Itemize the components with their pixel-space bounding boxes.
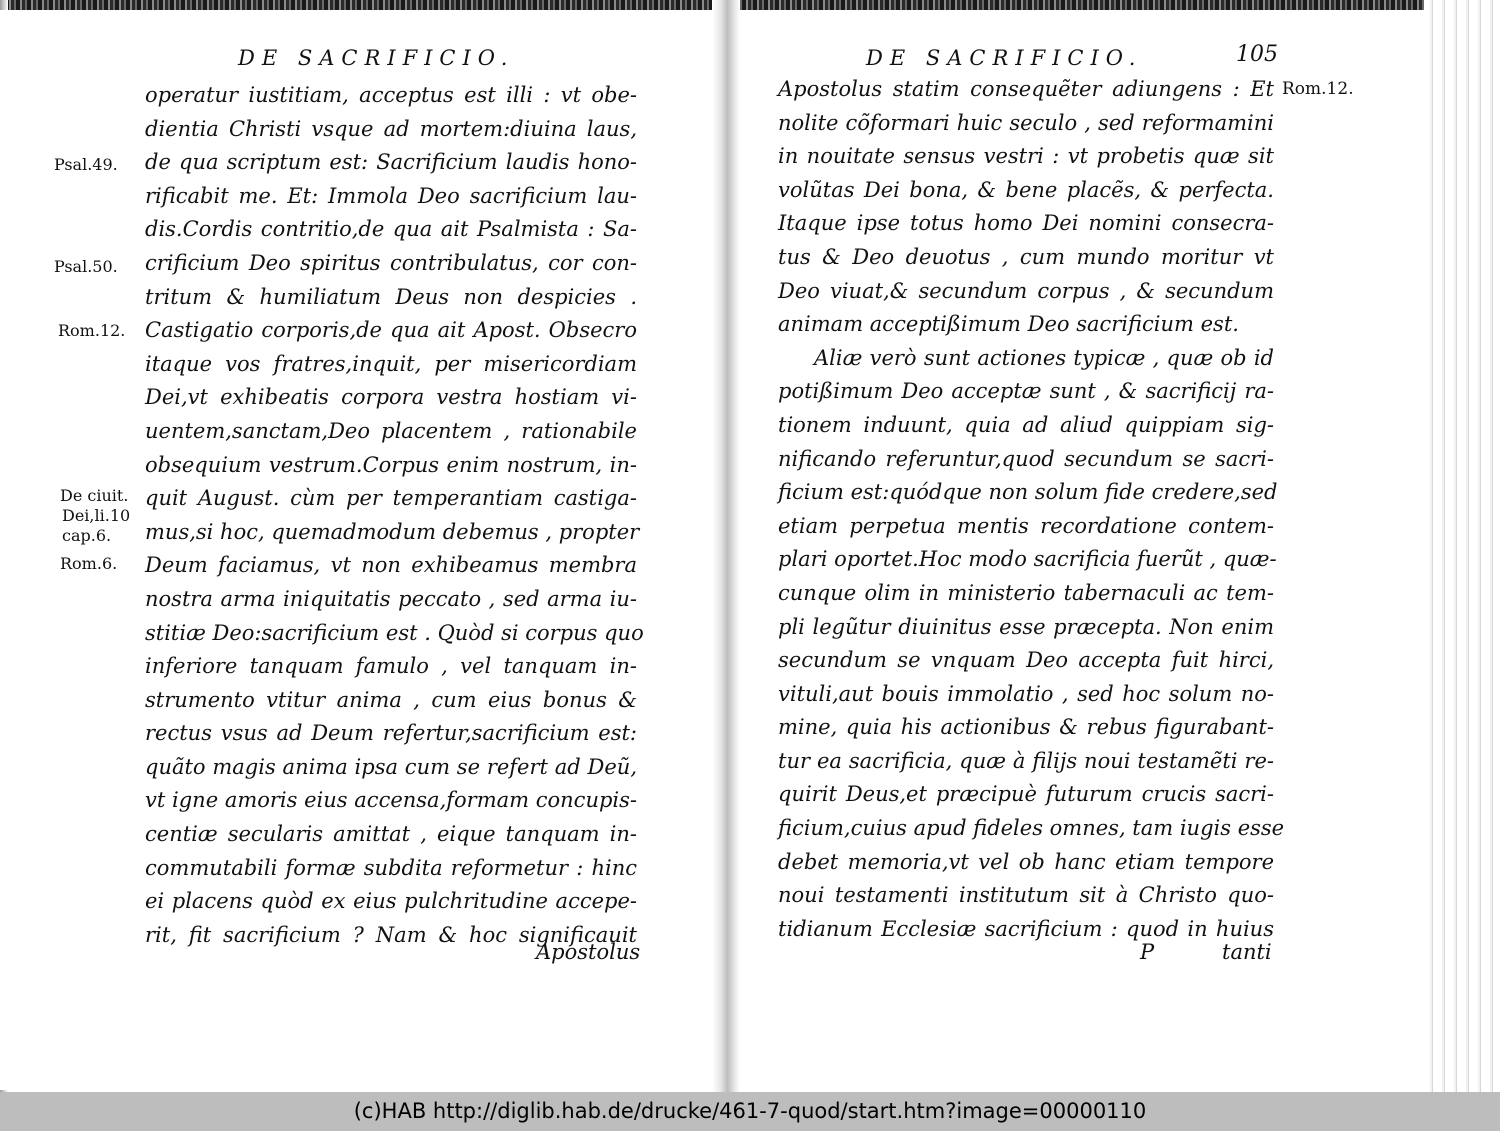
text-line: dis.Cordis contritio,de qua ait Psalmista : Sa- xyxy=(145,217,637,242)
text-line: in nouitate sensus vestri : vt probetis quæ sit xyxy=(778,144,1274,169)
text-line: strumento vtitur anima , cum eius bonus & xyxy=(145,687,637,712)
text-line: pli legũtur diuinitus esse præcepta. Non enim xyxy=(778,614,1274,639)
text-line: secundum se vnquam Deo accepta fuit hirci, xyxy=(778,648,1274,673)
text-line: uentem,sanctam,Deo placentem , rationabile xyxy=(145,418,637,443)
text-line: Dei,vt exhibeatis corpora vestra hostiam vi- xyxy=(145,385,637,410)
left-catchword: Apostolus xyxy=(536,940,641,964)
text-line: dientia Christi vsque ad mortem:diuina laus, xyxy=(145,116,637,141)
text-line: rit, fit sacrificium ? Nam & hoc significauit xyxy=(145,922,637,947)
text-line: mine, quia his actionibus & rebus figurabant- xyxy=(778,715,1274,740)
text-line: debet memoria,vt vel ob hanc etiam tempore xyxy=(778,849,1274,874)
margin-note-psal49: Psal.49. xyxy=(54,155,118,174)
text-line: animam acceptißimum Deo sacrificium est. xyxy=(778,312,1239,337)
text-line: plari oportet.Hoc modo sacrificia fuerũt , quæ- xyxy=(778,547,1277,572)
text-line: quirit Deus,et præcipuè futurum crucis sacri- xyxy=(778,782,1274,807)
text-line: centiæ secularis amittat , eique tanquam in- xyxy=(145,822,637,847)
text-line: vt igne amoris eius accensa,formam concupis- xyxy=(145,788,637,813)
right-catchword: tanti xyxy=(1222,940,1272,964)
text-line: stitiæ Deo:sacrificium est . Quòd si corpus quo xyxy=(145,620,644,645)
text-line: inferiore tanquam famulo , vel tanquam in- xyxy=(145,654,637,679)
text-line: Deum faciamus, vt non exhibeamus membra xyxy=(145,553,637,578)
text-line: Apostolus statim consequẽter adiungens : Et xyxy=(778,77,1274,101)
text-line: de qua scriptum est: Sacrificium laudis hono- xyxy=(145,150,637,175)
text-line: nostra arma iniquitatis peccato , sed arma iu- xyxy=(145,586,637,611)
text-line: tur ea sacrificia, quæ à filijs noui testamẽti re- xyxy=(778,748,1274,773)
text-line: ficium,cuius apud fideles omnes, tam iugis esse xyxy=(778,816,1285,841)
page-number: 105 xyxy=(1236,42,1278,67)
text-line: obsequium vestrum.Corpus enim nostrum, in- xyxy=(145,452,637,477)
text-line: potißimum Deo acceptæ sunt , & sacrificij ra- xyxy=(778,379,1274,404)
margin-note-cap6: cap.6. xyxy=(62,526,112,545)
book-gutter xyxy=(712,0,740,1092)
text-line: quãto magis anima ipsa cum se refert ad Deũ, xyxy=(145,754,637,779)
text-line: quit August. cùm per temperantiam castiga- xyxy=(145,486,637,511)
text-line: ei placens quòd ex eius pulchritudine accepe- xyxy=(145,889,637,914)
margin-note-dei-li: Dei,li.10 xyxy=(62,506,131,525)
margin-note-rom6: Rom.6. xyxy=(60,554,118,573)
text-line: crificium Deo spiritus contribulatus, cor con- xyxy=(145,250,637,275)
text-line: tidianum Ecclesiæ sacrificium : quod in huius xyxy=(778,916,1274,941)
margin-note-rom12: Rom.12. xyxy=(58,321,126,340)
text-line: Deo viuat,& secundum corpus , & secundum xyxy=(778,278,1274,303)
text-line: mus,si hoc, quemadmodum debemus , propter xyxy=(145,519,640,544)
margin-note-rom12-right: Rom.12. xyxy=(1282,79,1354,99)
text-line: operatur iustitiam, acceptus est illi : vt obe- xyxy=(145,83,637,107)
text-line: commutabili formæ subdita reformetur : hinc xyxy=(145,855,637,880)
text-line: etiam perpetua mentis recordatione contem- xyxy=(778,513,1274,538)
text-line: ficium est:quódque non solum fide credere,sed xyxy=(778,480,1278,505)
text-line: rificabit me. Et: Immola Deo sacrificium lau- xyxy=(145,183,637,208)
signature-mark: P xyxy=(1140,940,1155,964)
right-body-text xyxy=(778,73,1285,946)
left-running-header: DE SACRIFICIO. xyxy=(238,46,515,70)
text-line: vituli,aut bouis immolatio , sed hoc solum no- xyxy=(778,681,1274,706)
footer-credit: (c)HAB http://diglib.hab.de/drucke/461-7-quod/start.htm?image=00000110 xyxy=(0,1092,1500,1131)
text-line: tus & Deo deuotus , cum mundo moritur vt xyxy=(778,244,1274,269)
text-line: itaque vos fratres,inquit, per misericordiam xyxy=(145,351,637,376)
text-line: Aliæ verò sunt actiones typicæ , quæ ob id xyxy=(814,345,1274,370)
text-line: rectus vsus ad Deum refertur,sacrificium est: xyxy=(145,721,637,746)
page-edges xyxy=(1424,0,1500,1092)
text-line: tionem induunt, quia ad aliud quippiam sig- xyxy=(778,412,1274,437)
right-running-header: DE SACRIFICIO. xyxy=(866,46,1143,70)
text-line: Castigatio corporis,de qua ait Apost. Obsecro xyxy=(145,318,637,343)
margin-note-de-ciuit: De ciuit. xyxy=(60,486,129,505)
text-line: nificando referuntur,quod secundum se sacri- xyxy=(778,446,1274,471)
text-line: Itaque ipse totus homo Dei nomini consecra- xyxy=(778,211,1274,236)
text-line: nolite cõformari huic seculo , sed reformamini xyxy=(778,110,1274,135)
margin-note-psal50: Psal.50. xyxy=(54,257,118,276)
text-line: tritum & humiliatum Deus non despicies . xyxy=(145,284,637,309)
text-line: cunque olim in ministerio tabernaculi ac tem- xyxy=(778,580,1274,605)
text-line: noui testamenti institutum sit à Christo quo- xyxy=(778,883,1274,908)
text-line: volũtas Dei bona, & bene placẽs, & perfecta. xyxy=(778,177,1274,202)
